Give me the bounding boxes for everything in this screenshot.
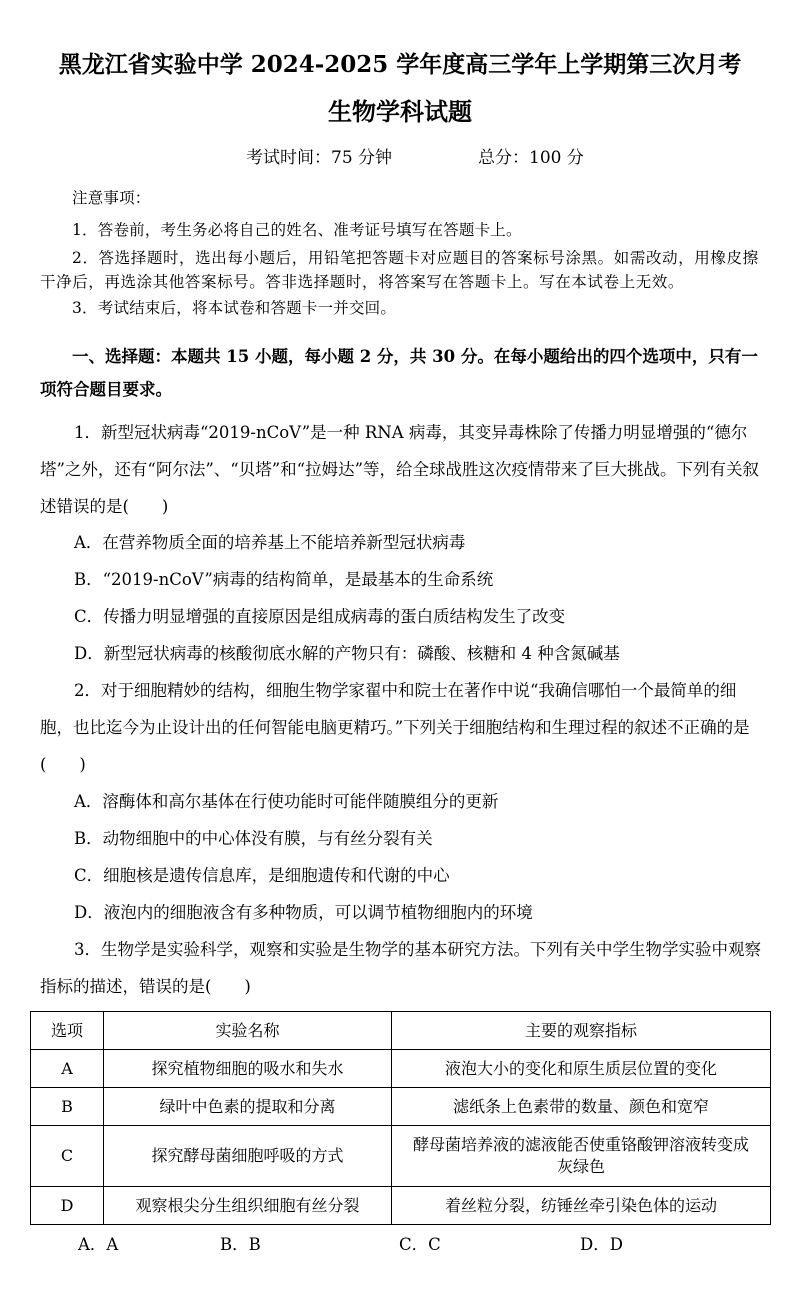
table-cell: 探究植物细胞的吸水和失水 — [104, 1050, 392, 1088]
table-row — [31, 1088, 771, 1126]
table-cell: 着丝粒分裂，纺锤丝牵引染色体的运动 — [392, 1187, 771, 1225]
experiment-table — [30, 1011, 771, 1225]
question-1-stem: 1．新型冠状病毒“2019-nCoV”是一种 RNA 病毒，其变异毒株除了传播力明显增强的“德尔塔”之外，还有“阿尔法”、“贝塔”和“拉姆达”等，给全球战胜这次疫情带来了巨大挑战。下列有关叙述错误的是( ) — [40, 423, 760, 516]
note-item: 2．答选择题时，选出每小题后，用铅笔把答题卡对应题目的答案标号涂黑。如需改动，用橡皮擦干净后，再选涂其他答案标号。答非选择题时，将答案写在答题卡上。写在本试卷上无效。 — [40, 249, 759, 291]
table-cell: 酵母菌培养液的滤液能否使重铬酸钾溶液转变成灰绿色 — [392, 1126, 771, 1187]
table-cell: 绿叶中色素的提取和分离 — [104, 1088, 392, 1126]
total-score: 总分：100 分 — [478, 148, 584, 168]
question-3-stem: 3．生物学是实验科学，观察和实验是生物学的基本研究方法。下列有关中学生物学实验中观察指标的描述，错误的是( ) — [40, 940, 761, 996]
table-row — [31, 1187, 771, 1225]
q3-option-d: D．D — [580, 1235, 623, 1254]
q3-option-c: C．C — [399, 1235, 441, 1254]
table-cell: 探究酵母菌细胞呼吸的方式 — [104, 1126, 392, 1187]
exam-title: 黑龙江省实验中学 2024-2025 学年度高三学年上学期第三次月考 — [58, 51, 742, 78]
table-row — [31, 1126, 771, 1187]
exam-time: 考试时间：75 分钟 — [246, 148, 393, 168]
notes-block — [40, 186, 762, 320]
table-header-cell: 主要的观察指标 — [392, 1012, 771, 1050]
q2-option-b: B．动物细胞中的中心体没有膜，与有丝分裂有关 — [74, 829, 433, 848]
table-row — [31, 1050, 771, 1088]
table-header-row — [31, 1012, 771, 1050]
table-cell: A — [31, 1050, 104, 1088]
note-item: 3．考试结束后，将本试卷和答题卡一并交回。 — [72, 299, 397, 317]
q2-option-c: C．细胞核是遗传信息库，是细胞遗传和代谢的中心 — [74, 866, 450, 885]
q1-option-a: A．在营养物质全面的培养基上不能培养新型冠状病毒 — [74, 533, 466, 552]
q3-option-b: B．B — [220, 1235, 261, 1254]
exam-subtitle: 生物学科试题 — [328, 97, 472, 126]
table-header-cell: 选项 — [31, 1012, 104, 1050]
table-cell: 观察根尖分生组织细胞有丝分裂 — [104, 1187, 392, 1225]
table-cell: C — [31, 1126, 104, 1187]
q1-option-d: D．新型冠状病毒的核酸彻底水解的产物只有：磷酸、核糖和 4 种含氮碱基 — [74, 644, 620, 663]
note-item: 1．答卷前，考生务必将自己的姓名、准考证号填写在答题卡上。 — [72, 221, 522, 239]
table-cell: B — [31, 1088, 104, 1126]
q2-option-d: D．液泡内的细胞液含有多种物质，可以调节植物细胞内的环境 — [74, 903, 533, 922]
section-heading: 一、选择题：本题共 15 小题，每小题 2 分，共 30 分。在每小题给出的四个选项中，只有一项符合题目要求。 — [40, 347, 758, 399]
q1-option-b: B．“2019-nCoV”病毒的结构简单，是最基本的生命系统 — [74, 570, 494, 589]
table-header-cell: 实验名称 — [104, 1012, 392, 1050]
table-cell: D — [31, 1187, 104, 1225]
notes-heading: 注意事项： — [72, 189, 151, 207]
table-cell: 液泡大小的变化和原生质层位置的变化 — [392, 1050, 771, 1088]
table-cell: 滤纸条上色素带的数量、颜色和宽窄 — [392, 1088, 771, 1126]
question-2-stem: 2．对于细胞精妙的结构，细胞生物学家翟中和院士在著作中说“我确信哪怕一个最简单的细胞，也比迄今为止设计出的任何智能电脑更精巧。”下列关于细胞结构和生理过程的叙述不正确的是( ) — [40, 681, 750, 774]
q1-option-c: C．传播力明显增强的直接原因是组成病毒的蛋白质结构发生了改变 — [74, 607, 566, 626]
q2-option-a: A．溶酶体和高尔基体在行使功能时可能伴随膜组分的更新 — [74, 792, 499, 811]
q3-option-a: A．A — [78, 1235, 119, 1254]
